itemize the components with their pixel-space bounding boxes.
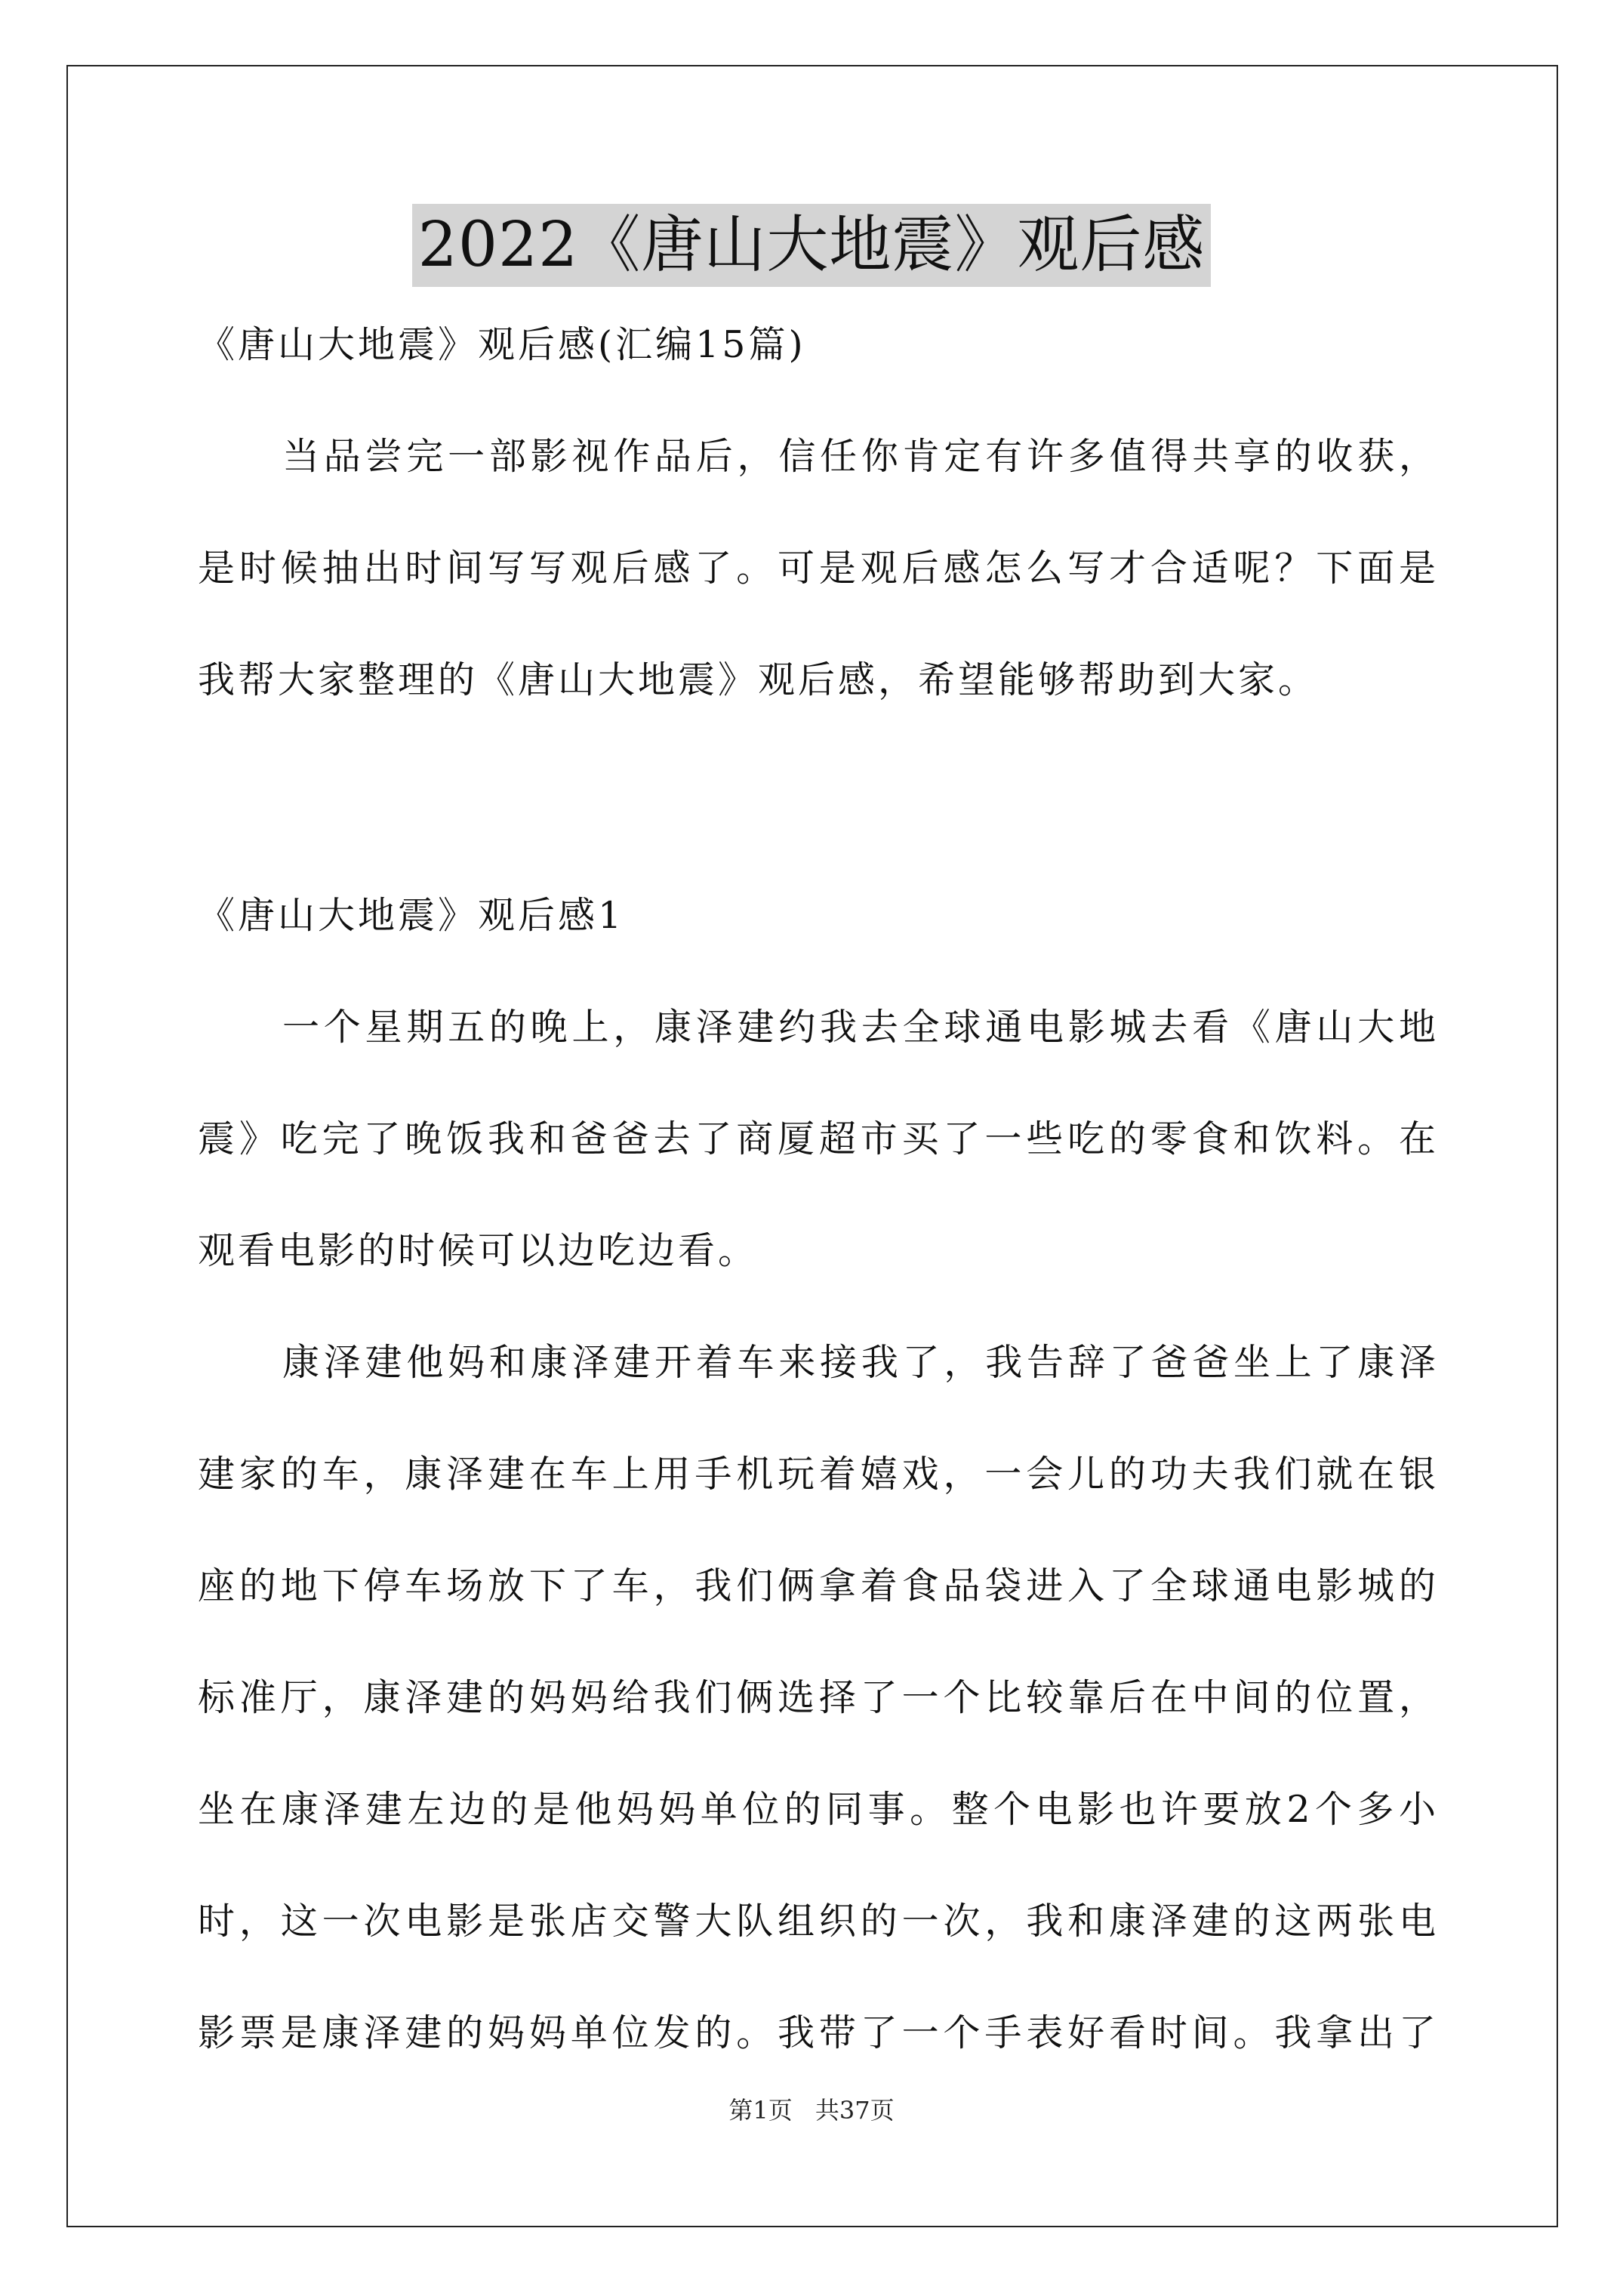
intro-line: 我帮大家整理的《唐山大地震》观后感，希望能够帮助到大家。	[198, 658, 1319, 701]
paragraph-line: 一个星期五的晚上，康泽建约我去全球通电影城去看《唐山大地	[282, 1006, 1436, 1049]
paragraph-line: 建家的车，康泽建在车上用手机玩着嬉戏，一会儿的功夫我们就在银	[198, 1453, 1436, 1496]
page-number: 第1页	[728, 2096, 793, 2125]
section-heading: 《唐山大地震》观后感1	[198, 894, 625, 937]
paragraph-line: 康泽建他妈和康泽建开着车来接我了，我告辞了爸爸坐上了康泽	[282, 1341, 1436, 1384]
paragraph-line: 观看电影的时候可以边吃边看。	[198, 1229, 759, 1272]
paragraph-line: 震》吃完了晚饭我和爸爸去了商厦超市买了一些吃的零食和饮料。在	[198, 1117, 1436, 1160]
title-container	[0, 204, 1623, 287]
paragraph-line: 标准厅，康泽建的妈妈给我们俩选择了一个比较靠后在中间的位置，	[198, 1676, 1436, 1719]
document-subtitle: 《唐山大地震》观后感(汇编15篇)	[198, 323, 806, 366]
page-footer	[0, 2091, 1623, 2129]
paragraph-line: 影票是康泽建的妈妈单位发的。我带了一个手表好看时间。我拿出了	[198, 2011, 1436, 2054]
paragraph-line: 座的地下停车场放下了车，我们俩拿着食品袋进入了全球通电影城的	[198, 1564, 1436, 1607]
intro-line: 是时候抽出时间写写观后感了。可是观后感怎么写才合适呢？下面是	[198, 547, 1436, 590]
paragraph-line: 时，这一次电影是张店交警大队组织的一次，我和康泽建的这两张电	[198, 1900, 1436, 1943]
intro-line: 当品尝完一部影视作品后，信任你肯定有许多值得共享的收获，	[282, 435, 1436, 478]
paragraph-line: 坐在康泽建左边的是他妈妈单位的同事。整个电影也许要放2个多小	[198, 1788, 1436, 1831]
document-title: 2022《唐山大地震》观后感	[412, 204, 1212, 287]
page-total: 共37页	[815, 2096, 895, 2125]
